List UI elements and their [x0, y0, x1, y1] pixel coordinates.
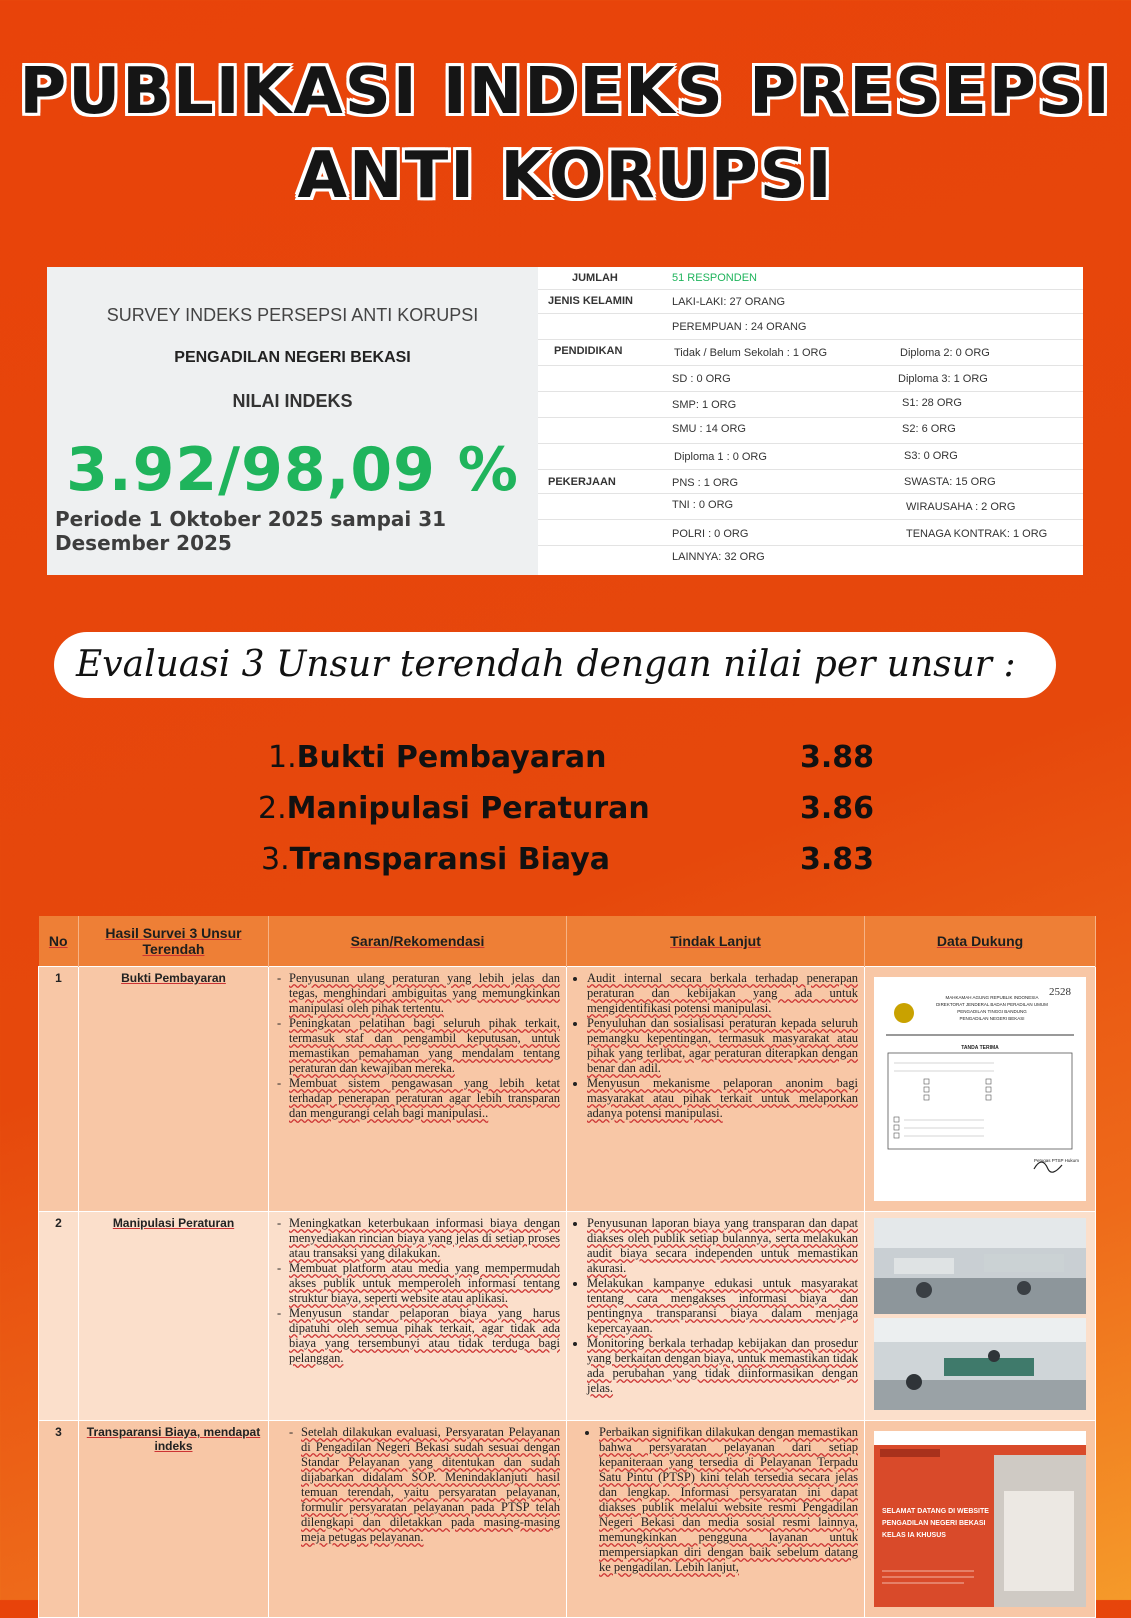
rank-num-3: 3.	[261, 842, 290, 877]
saran-item: - Penyusunan ulang peraturan yang lebih jelas dan tegas, menghindari ambiguitas yang memungkinkan manipulasi oleh pihak tertentu.	[289, 971, 560, 1016]
title-line-1: PUBLIKASI INDEKS PRESEPSI	[19, 55, 1112, 129]
tindak-item: • Menyusun mekanisme pelaporan anonim bagi masyarakat atau pihak terkait untuk melaporkan adanya potensi manipulasi.	[587, 1076, 858, 1121]
evaluation-heading: Evaluasi 3 Unsur terendah dengan nilai per unsur :	[54, 632, 1056, 698]
jumlah-value: 51 RESPONDEN	[672, 272, 757, 284]
header-dukung: Data Dukung	[865, 916, 1096, 967]
row-edu-5	[538, 443, 1083, 470]
row-tindak	[567, 1421, 865, 1618]
edu-smp: SMP: 1 ORG	[672, 399, 737, 411]
female-count: PEREMPUAN : 24 ORANG	[672, 321, 807, 333]
court-name: PENGADILAN NEGERI BEKASI	[174, 349, 411, 366]
table-header-row	[39, 916, 1096, 967]
job-lainnya: LAINNYA: 32 ORG	[672, 551, 765, 563]
office-photo-1	[874, 1218, 1086, 1314]
edu-s3: S3: 0 ORG	[904, 450, 958, 462]
edu-d2: Diploma 2: 0 ORG	[900, 347, 990, 359]
web-welcome-3: KELAS IA KHUSUS	[882, 1532, 946, 1539]
rank-num-1: 1.	[268, 740, 297, 775]
male-count: LAKI-LAKI: 27 ORANG	[672, 296, 786, 308]
tindak-item: • Perbaikan signifikan dilakukan dengan memastikan bahwa persyaratan pelayanan dari setiap kepaniteraan yang tersedia di Pelayanan Terpadu Satu Pintu (PTSP) kini telah tersedia secara jelas dan lengkap. Informasi persyaratan ini dapat diakses publik melalui website resmi Pengadilan Negeri Bekasi dan media sosial resmi lainnya, memungkinkan pengguna layanan untuk mempersiapkan diri dengan baik sebelum datang ke pengadilan. Lebih lanjut,	[599, 1425, 858, 1575]
job-wirausaha: WIRAUSAHA : 2 ORG	[906, 501, 1016, 513]
rank-item-2	[258, 791, 650, 826]
saran-item: - Membuat platform atau media yang mempermudah akses publik untuk memperoleh informasi tentang struktur biaya, seperti website atau aplikasi.	[289, 1261, 560, 1306]
row-edu-1	[538, 339, 1083, 366]
tindak-item: • Penyusunan laporan biaya yang transparan dan dapat diakses oleh publik setiap bulannya, serta melakukan audit biaya secara independen untuk memastikan akurasi.	[587, 1216, 858, 1276]
rank-num-2: 2.	[258, 791, 287, 826]
saran-item: - Peningkatan pelatihan bagi seluruh pihak terkait, termasuk staf dan pengambil keputusan, untuk memastikan pemahaman yang mendalam tentang peraturan dan kewajiban mereka.	[289, 1016, 560, 1076]
row-edu-4	[538, 417, 1083, 444]
website-drawing	[874, 1431, 1086, 1607]
row-no: 3	[39, 1421, 79, 1618]
saran-item: - Setelah dilakukan evaluasi, Persyaratan Pelayanan di Pengadilan Negeri Bekasi sudah sesuai dengan Standar Pelayanan yang ditentukan dan sudah dijabarkan didalam SOP. Menindaklanjuti hasil temuan terendah, yaitu persyaratan pelayanan, formulir persyaratan pelayanan pada PTSP telah dilengkapi dan diletakkan pada masing-masing meja petugas pelayanan.	[301, 1425, 560, 1545]
row-dukung	[865, 967, 1096, 1212]
row-edu-2	[538, 365, 1083, 392]
respondent-table	[538, 267, 1083, 575]
jumlah-label: JUMLAH	[572, 272, 618, 284]
edu-s2: S2: 6 ORG	[902, 423, 956, 435]
tindak-item: • Monitoring berkala terhadap kebijakan dan prosedur yang berkaitan dengan biaya, untuk memastikan tidak ada perubahan yang tidak diinformasikan dengan jelas.	[587, 1336, 858, 1396]
doc-letterhead-4: PENGADILAN NEGERI BEKASI	[959, 1016, 1025, 1021]
rank-value-2: 3.86	[800, 791, 875, 826]
header-hasil: Hasil Survei 3 Unsur Terendah	[79, 916, 269, 967]
job-polri: POLRI : 0 ORG	[672, 528, 749, 540]
tindak-item: • Melakukan kampanye edukasi untuk masyarakat tentang cara mengakses informasi biaya dan pentingnya transparansi biaya dalam menjaga kepercayaan.	[587, 1276, 858, 1336]
survey-period: Periode 1 Oktober 2025 sampai 31 Desember 2025	[55, 507, 447, 555]
header-tindak: Tindak Lanjut	[567, 916, 865, 967]
office-photos	[874, 1218, 1086, 1414]
row-saran	[269, 1421, 567, 1618]
rank-item-3	[261, 842, 610, 877]
row-job-2	[538, 493, 1083, 520]
row-job-3	[538, 519, 1083, 546]
row-job-1	[538, 469, 1083, 494]
row-dukung	[865, 1212, 1096, 1421]
saran-item: - Membuat sistem pengawasan yang lebih ketat terhadap penerapan peraturan agar lebih transparan dan mengurangi celah bagi manipulasi..	[289, 1076, 560, 1121]
row-saran	[269, 1212, 567, 1421]
row-unsur: Manipulasi Peraturan	[79, 1212, 269, 1421]
title-line-2: ANTI KORUPSI	[297, 139, 834, 213]
doc-letterhead-3: PENGADILAN TINGGI BANDUNG	[957, 1009, 1027, 1014]
gender-label: JENIS KELAMIN	[548, 295, 633, 307]
edu-sd: SD : 0 ORG	[672, 373, 731, 385]
rank-item-1	[268, 740, 606, 775]
header-no: No	[39, 916, 79, 967]
job-tni: TNI : 0 ORG	[672, 499, 734, 511]
doc-letterhead-2: DIREKTORAT JENDERAL BADAN PERADILAN UMUM	[936, 1002, 1048, 1007]
row-no: 2	[39, 1212, 79, 1421]
table-row	[39, 967, 1096, 1212]
doc-petugas: Petugas PTSP Hukum	[1034, 1158, 1079, 1163]
survey-panel	[47, 267, 1083, 575]
receipt-document-image	[874, 977, 1086, 1201]
edu-label: PENDIDIKAN	[554, 345, 623, 357]
table-row	[39, 1212, 1096, 1421]
edu-smu: SMU : 14 ORG	[672, 423, 746, 435]
edu-s1: S1: 28 ORG	[902, 397, 962, 409]
row-tindak	[567, 967, 865, 1212]
rank-value-3: 3.83	[800, 842, 875, 877]
rank-value-1: 3.88	[800, 740, 875, 775]
row-edu-3	[538, 391, 1083, 418]
receipt-document-drawing	[874, 977, 1086, 1201]
job-pns: PNS : 1 ORG	[672, 477, 739, 489]
row-dukung	[865, 1421, 1096, 1618]
row-gender-male	[538, 289, 1083, 314]
saran-item: - Menyusun standar pelaporan biaya yang harus dipatuhi oleh semua pihak terkait, agar tidak ada biaya yang tersembunyi atau tidak terduga bagi pelanggan.	[289, 1306, 560, 1366]
web-welcome-2: PENGADILAN NEGERI BEKASI	[882, 1520, 986, 1527]
row-saran	[269, 967, 567, 1212]
row-unsur: Bukti Pembayaran	[79, 967, 269, 1212]
web-welcome-1: SELAMAT DATANG DI WEBSITE	[882, 1508, 989, 1515]
tindak-item: • Audit internal secara berkala terhadap penerapan peraturan dan kebijakan yang ada untuk mengidentifikasi potensi manipulasi.	[587, 971, 858, 1016]
row-jumlah	[538, 267, 1083, 290]
rank-name-2: Manipulasi Peraturan	[286, 791, 650, 826]
evaluation-table	[38, 916, 1096, 1618]
job-swasta: SWASTA: 15 ORG	[904, 476, 996, 488]
page-title	[0, 50, 1131, 218]
tindak-item: • Penyuluhan dan sosialisasi peraturan kepada seluruh pemangku kepentingan, termasuk masyarakat atau pihak yang terlibat, agar peraturan diterapkan dengan benar dan adil.	[587, 1016, 858, 1076]
job-label: PEKERJAAN	[548, 476, 616, 488]
doc-letterhead-1: MAHKAMAH AGUNG REPUBLIK INDONESIA	[945, 995, 1039, 1000]
edu-d1: Diploma 1 : 0 ORG	[674, 451, 767, 463]
row-gender-female	[538, 313, 1083, 340]
survey-summary	[47, 267, 538, 575]
index-label: NILAI INDEKS	[232, 391, 353, 411]
doc-number: 2528	[1049, 986, 1071, 998]
row-unsur: Transparansi Biaya, mendapat indeks	[79, 1421, 269, 1618]
rank-name-1: Bukti Pembayaran	[296, 740, 607, 775]
row-no: 1	[39, 967, 79, 1212]
table-row	[39, 1421, 1096, 1618]
edu-tidak: Tidak / Belum Sekolah : 1 ORG	[674, 347, 828, 359]
index-score: 3.92/98,09 %	[66, 435, 519, 505]
edu-d3: Diploma 3: 1 ORG	[898, 373, 988, 385]
header-saran: Saran/Rekomendasi	[269, 916, 567, 967]
row-tindak	[567, 1212, 865, 1421]
court-emblem-icon	[894, 1003, 914, 1023]
job-kontrak: TENAGA KONTRAK: 1 ORG	[906, 528, 1048, 540]
doc-receipt-title: TANDA TERIMA	[961, 1045, 999, 1051]
office-photo-2	[874, 1318, 1086, 1410]
saran-item: - Meningkatkan keterbukaan informasi biaya dengan menyediakan rincian biaya yang jelas di setiap proses atau transaksi yang dilakukan.	[289, 1216, 560, 1261]
row-job-4	[538, 545, 1083, 574]
website-screenshot	[874, 1431, 1086, 1607]
survey-heading: SURVEY INDEKS PERSEPSI ANTI KORUPSI	[106, 305, 479, 325]
signature-icon	[1034, 1162, 1062, 1172]
rank-name-3: Transparansi Biaya	[289, 842, 611, 877]
